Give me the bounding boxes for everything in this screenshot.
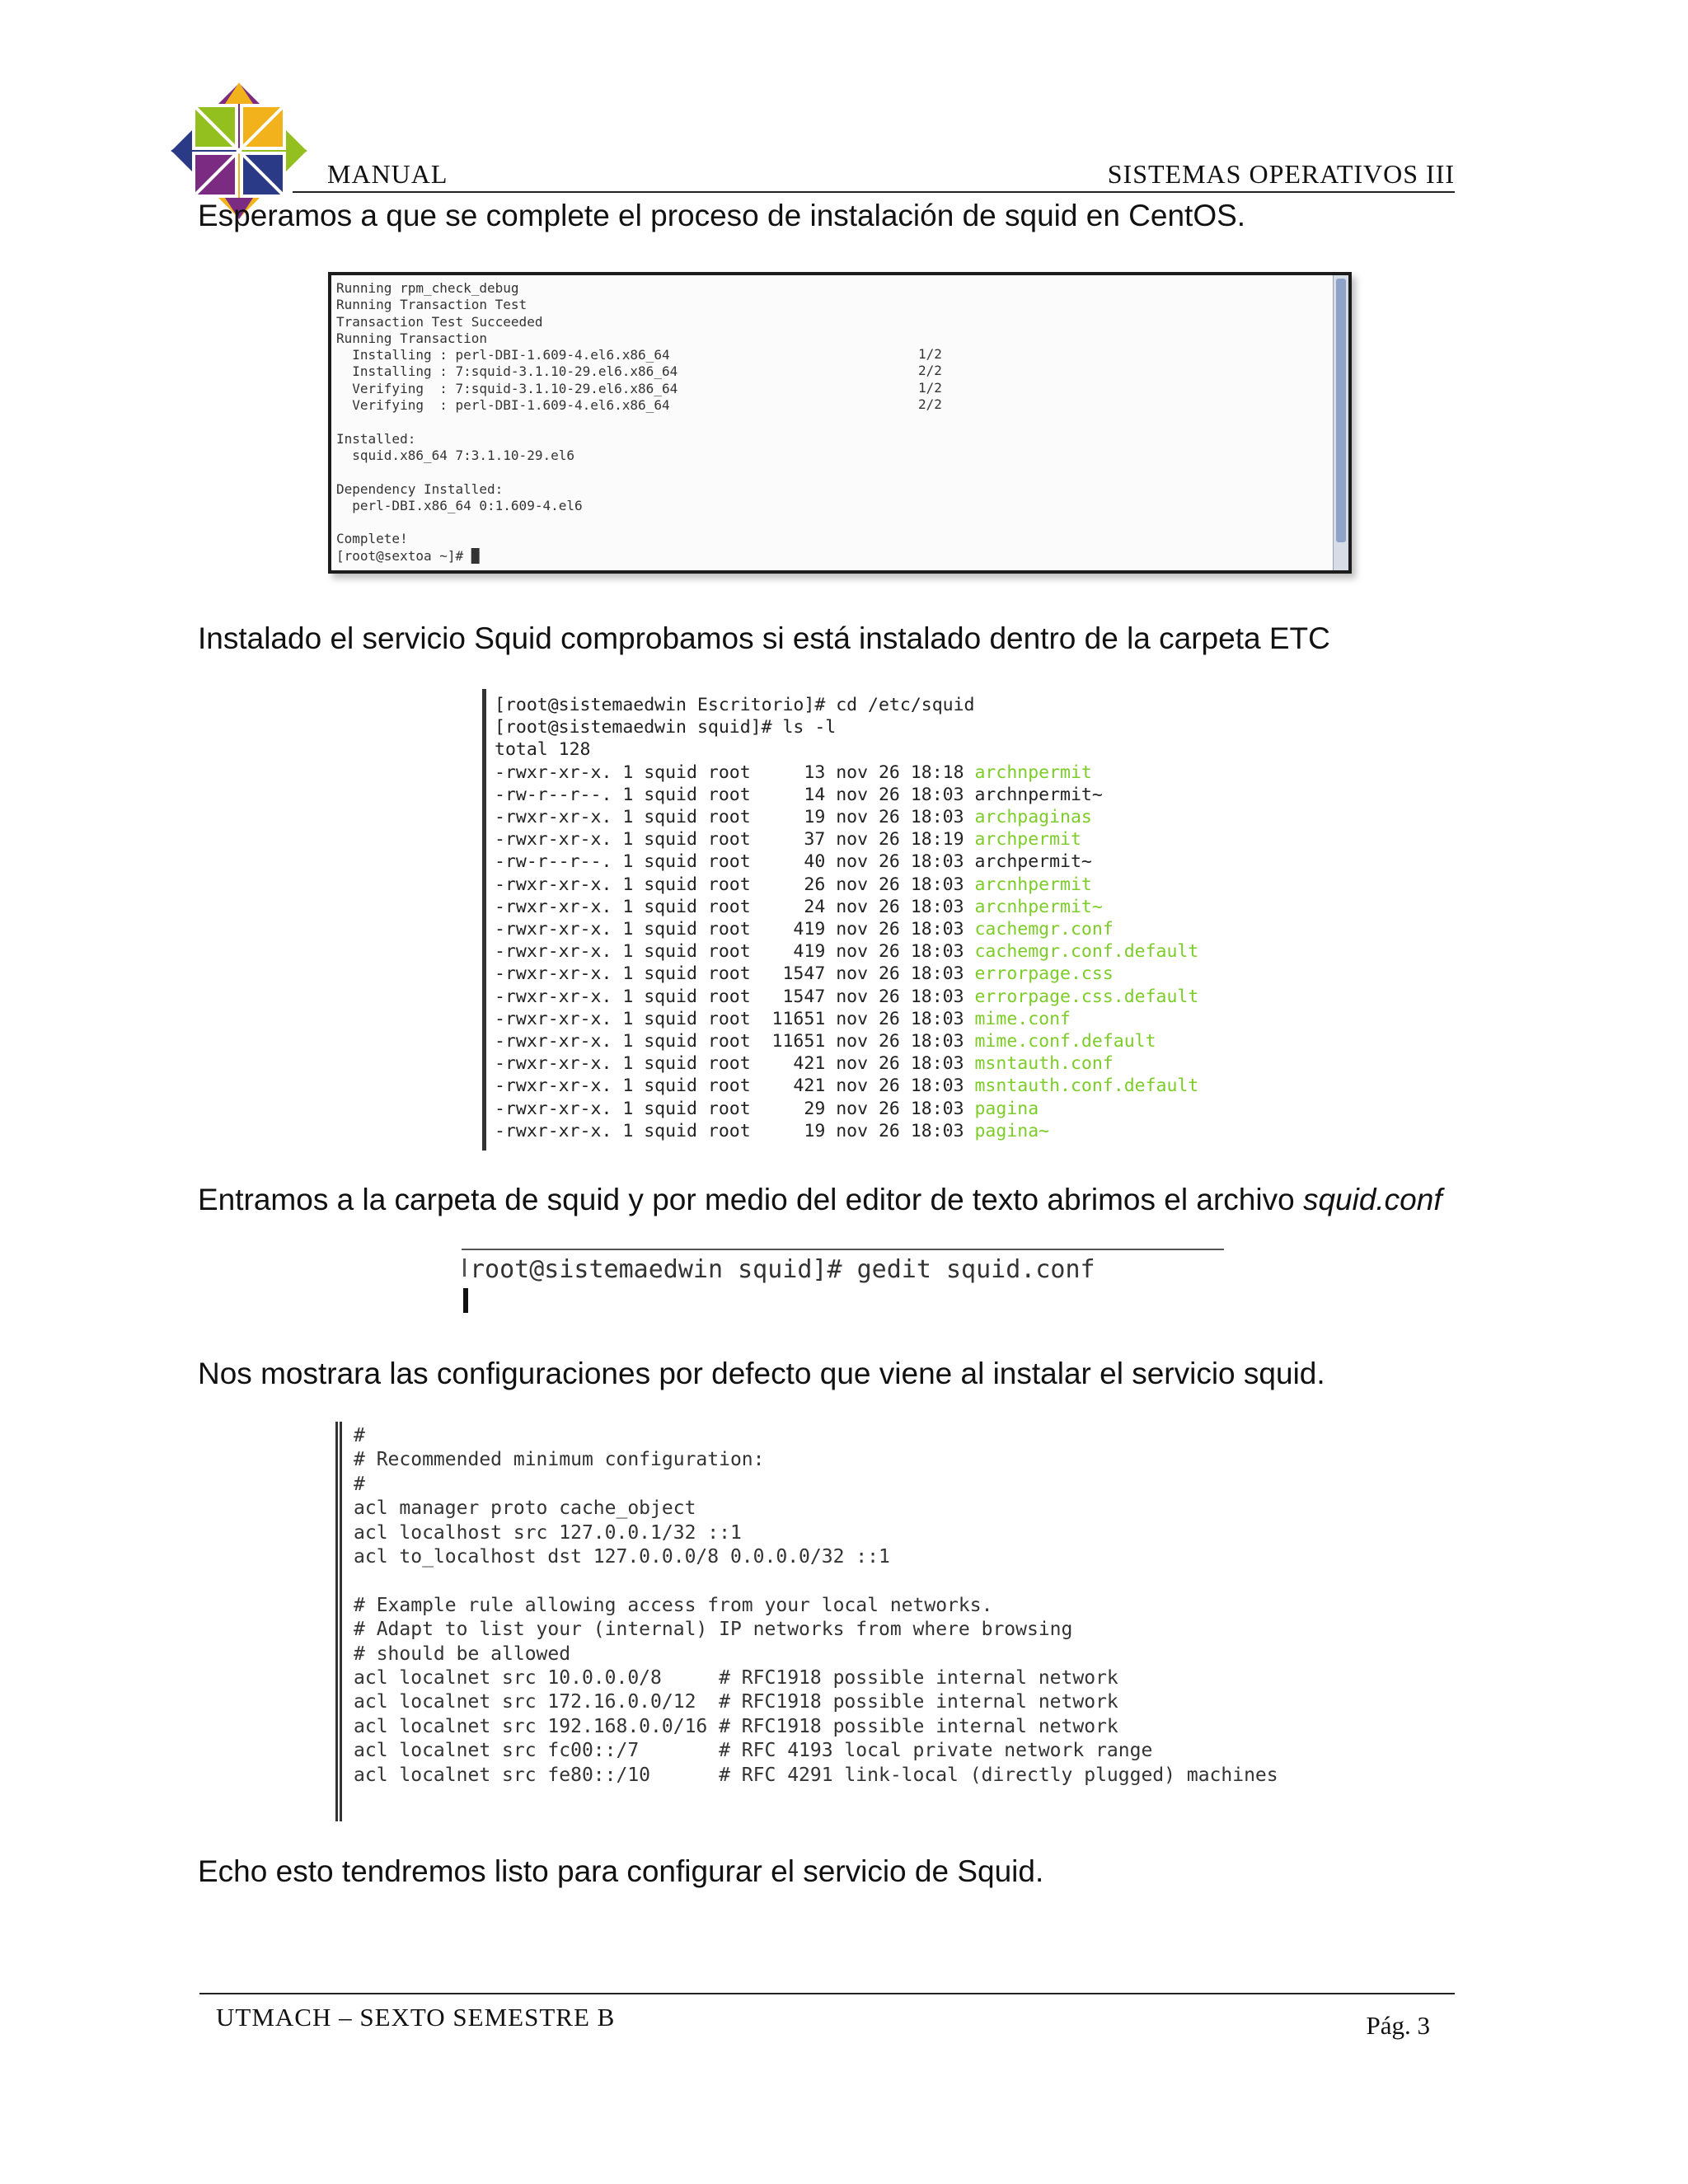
listing-file-name: archpaginas: [974, 807, 1092, 827]
listing-entry-info: -rwxr-xr-x. 1 squid root 1547 nov 26 18:03: [495, 986, 975, 1007]
listing-entry-info: -rwxr-xr-x. 1 squid root 19 nov 26 18:03: [495, 1120, 975, 1141]
squid-conf-screenshot: [335, 1422, 1315, 1821]
listing-line: [495, 918, 1114, 940]
terminal-line: Installed:: [336, 430, 416, 447]
listing-line: [495, 828, 1081, 851]
terminal-line: Dependency Installed:: [336, 480, 504, 497]
config-line: #: [354, 1473, 365, 1495]
listing-file-name: mime.conf: [974, 1008, 1071, 1029]
listing-line: [495, 806, 1092, 828]
config-line: acl localnet src 192.168.0.0/16 # RFC1918 possible internal network: [354, 1715, 1118, 1737]
terminal-line: Transaction Test Succeeded: [336, 313, 543, 330]
listing-entry-info: -rwxr-xr-x. 1 squid root 26 nov 26 18:03: [495, 874, 975, 895]
prompt-bracket: [463, 1258, 466, 1277]
listing-line: [495, 784, 1103, 806]
config-line: acl localhost src 127.0.0.1/32 ::1: [354, 1521, 742, 1544]
listing-line: [495, 896, 1103, 918]
listing-file-name: msntauth.conf: [974, 1053, 1114, 1075]
listing-file-name: cachemgr.conf: [974, 919, 1114, 940]
header-course: SISTEMAS OPERATIVOS III: [1107, 159, 1455, 189]
listing-entry-info: -rwxr-xr-x. 1 squid root 419 nov 26 18:03: [495, 919, 975, 940]
listing-line: [495, 963, 1114, 985]
listing-line: [495, 762, 1092, 784]
terminal-line: [336, 414, 678, 430]
config-line: # Example rule allowing access from your local networks.: [354, 1594, 993, 1616]
terminal-line: Running Transaction: [336, 330, 488, 346]
listing-entry-info: -rwxr-xr-x. 1 squid root 419 nov 26 18:03: [495, 941, 975, 963]
listing-file-name: mime.conf.default: [974, 1031, 1156, 1052]
config-file-name: squid.conf: [1302, 1183, 1442, 1216]
listing-file-name: archnpermit~: [974, 784, 1103, 805]
listing-entry-info: [root@sistemaedwin Escritorio]# cd /etc/squid: [495, 695, 975, 715]
terminal-line: Installing : perl-DBI-1.609-4.el6.x86_64: [336, 347, 670, 363]
listing-line: [495, 1008, 1071, 1030]
page-number: Pág. 3: [1366, 2011, 1430, 2040]
install-terminal-output: [336, 280, 678, 565]
listing-line: [495, 940, 1198, 963]
config-line: # should be allowed: [354, 1643, 571, 1665]
listing-entry-info: -rwxr-xr-x. 1 squid root 24 nov 26 18:03: [495, 896, 975, 917]
install-terminal-screenshot: [328, 272, 1352, 574]
paragraph-default-config: Nos mostrara las configuraciones por defecto que viene al instalar el servicio squid.: [198, 1357, 1325, 1390]
terminal-line: squid.x86_64 7:3.1.10-29.el6: [336, 447, 574, 463]
listing-line: [495, 1120, 1049, 1142]
progress-count: 2/2: [918, 396, 942, 412]
listing-entry-info: -rwxr-xr-x. 1 squid root 29 nov 26 18:03: [495, 1098, 975, 1119]
listing-file-name: pagina: [974, 1098, 1039, 1119]
listing-file-name: archpermit~: [974, 851, 1092, 873]
listing-line: [495, 738, 591, 761]
listing-entry-info: -rwxr-xr-x. 1 squid root 19 nov 26 18:03: [495, 807, 975, 827]
listing-entry-info: -rwxr-xr-x. 1 squid root 37 nov 26 18:19: [495, 829, 975, 851]
listing-file-name: errorpage.css: [974, 963, 1114, 985]
listing-line: [495, 1052, 1114, 1075]
paragraph-install-wait: Esperamos a que se complete el proceso de instalación de squid en CentOS.: [198, 199, 1246, 232]
listing-entry-info: -rwxr-xr-x. 1 squid root 13 nov 26 18:18: [495, 762, 975, 783]
footer-rule: [199, 1993, 1455, 1994]
terminal-line: Verifying : perl-DBI-1.609-4.el6.x86_64: [336, 397, 670, 414]
terminal-line: Complete!: [336, 531, 408, 547]
listing-line: [495, 716, 836, 738]
listing-file-name: cachemgr.conf.default: [974, 941, 1199, 963]
listing-entry-info: -rwxr-xr-x. 1 squid root 11651 nov 26 18:03: [495, 1008, 975, 1029]
paragraph-ready: Echo esto tendremos listo para configurar el servicio de Squid.: [198, 1854, 1044, 1888]
listing-line: [495, 694, 974, 716]
progress-count: 1/2: [918, 346, 942, 362]
gedit-command: root@sistemaedwin squid]# gedit squid.conf: [470, 1255, 1095, 1284]
terminal-line: [336, 464, 678, 480]
listing-line: [495, 1030, 1156, 1052]
terminal-line: Running rpm_check_debug: [336, 280, 519, 296]
config-line: acl localnet src fe80::/10 # RFC 4291 link-local (directly plugged) machines: [354, 1764, 1278, 1786]
config-line: #: [354, 1425, 365, 1446]
listing-entry-info: total 128: [495, 739, 591, 761]
listing-file-name: pagina~: [974, 1120, 1050, 1141]
terminal-line: [root@sextoa ~]# █: [336, 547, 480, 564]
terminal-line: [336, 514, 678, 531]
gedit-command-screenshot: [462, 1249, 1224, 1316]
listing-entry-info: -rwxr-xr-x. 1 squid root 421 nov 26 18:03: [495, 1053, 975, 1075]
config-line: acl localnet src 10.0.0.0/8 # RFC1918 possible internal network: [354, 1667, 1118, 1689]
listing-file-name: msntauth.conf.default: [974, 1076, 1199, 1097]
listing-entry-info: -rwxr-xr-x. 1 squid root 421 nov 26 18:03: [495, 1076, 975, 1097]
install-progress-counts: [918, 346, 942, 413]
config-line: acl to_localhost dst 127.0.0.0/8 0.0.0.0/32 ::1: [354, 1546, 890, 1568]
config-line: acl localnet src 172.16.0.0/12 # RFC1918 possible internal network: [354, 1691, 1118, 1713]
terminal-line: Verifying : 7:squid-3.1.10-29.el6.x86_64: [336, 380, 678, 396]
listing-file-name: errorpage.css.default: [974, 986, 1199, 1007]
header-manual: MANUAL: [327, 159, 448, 189]
terminal-cursor: [463, 1288, 468, 1313]
config-line: # Adapt to list your (internal) IP networks from where browsing: [354, 1619, 1073, 1641]
terminal-scrollbar: [1333, 275, 1348, 570]
listing-entry-info: -rw-r--r--. 1 squid root 14 nov 26 18:03: [495, 784, 975, 805]
terminal-line: perl-DBI.x86_64 0:1.609-4.el6: [336, 497, 583, 513]
listing-line: [495, 851, 1092, 873]
paragraph-open-config: [198, 1183, 1442, 1217]
progress-count: 1/2: [918, 379, 942, 396]
squid-directory-listing: [482, 689, 1203, 1151]
listing-entry-info: [root@sistemaedwin squid]# ls -l: [495, 717, 837, 738]
listing-entry-info: -rw-r--r--. 1 squid root 40 nov 26 18:03: [495, 851, 975, 873]
config-line: acl localnet src fc00::/7 # RFC 4193 local private network range: [354, 1740, 1153, 1762]
paragraph-check-etc: Instalado el servicio Squid comprobamos si está instalado dentro de la carpeta ETC: [198, 621, 1330, 655]
listing-file-name: arcnhpermit~: [974, 896, 1103, 917]
listing-file-name: archpermit: [974, 829, 1081, 851]
config-line: # Recommended minimum configuration:: [354, 1449, 765, 1471]
footer-institution: UTMACH – SEXTO SEMESTRE B: [216, 2003, 616, 2032]
terminal-line: Running Transaction Test: [336, 297, 528, 313]
scrollbar-thumb: [1336, 279, 1346, 542]
terminal-line: Installing : 7:squid-3.1.10-29.el6.x86_64: [336, 363, 678, 380]
paragraph-open-config-text: Entramos a la carpeta de squid y por medio del editor de texto abrimos el archivo: [198, 1183, 1303, 1216]
listing-entry-info: -rwxr-xr-x. 1 squid root 1547 nov 26 18:03: [495, 963, 975, 985]
listing-line: [495, 986, 1198, 1008]
listing-line: [495, 1098, 1039, 1120]
progress-count: 2/2: [918, 363, 942, 379]
listing-entry-info: -rwxr-xr-x. 1 squid root 11651 nov 26 18:03: [495, 1031, 975, 1052]
listing-file-name: arcnhpermit: [974, 874, 1092, 895]
listing-file-name: archnpermit: [974, 762, 1092, 783]
listing-line: [495, 874, 1092, 896]
listing-line: [495, 1075, 1198, 1097]
config-line: acl manager proto cache_object: [354, 1497, 696, 1520]
header-rule: [293, 191, 1455, 193]
